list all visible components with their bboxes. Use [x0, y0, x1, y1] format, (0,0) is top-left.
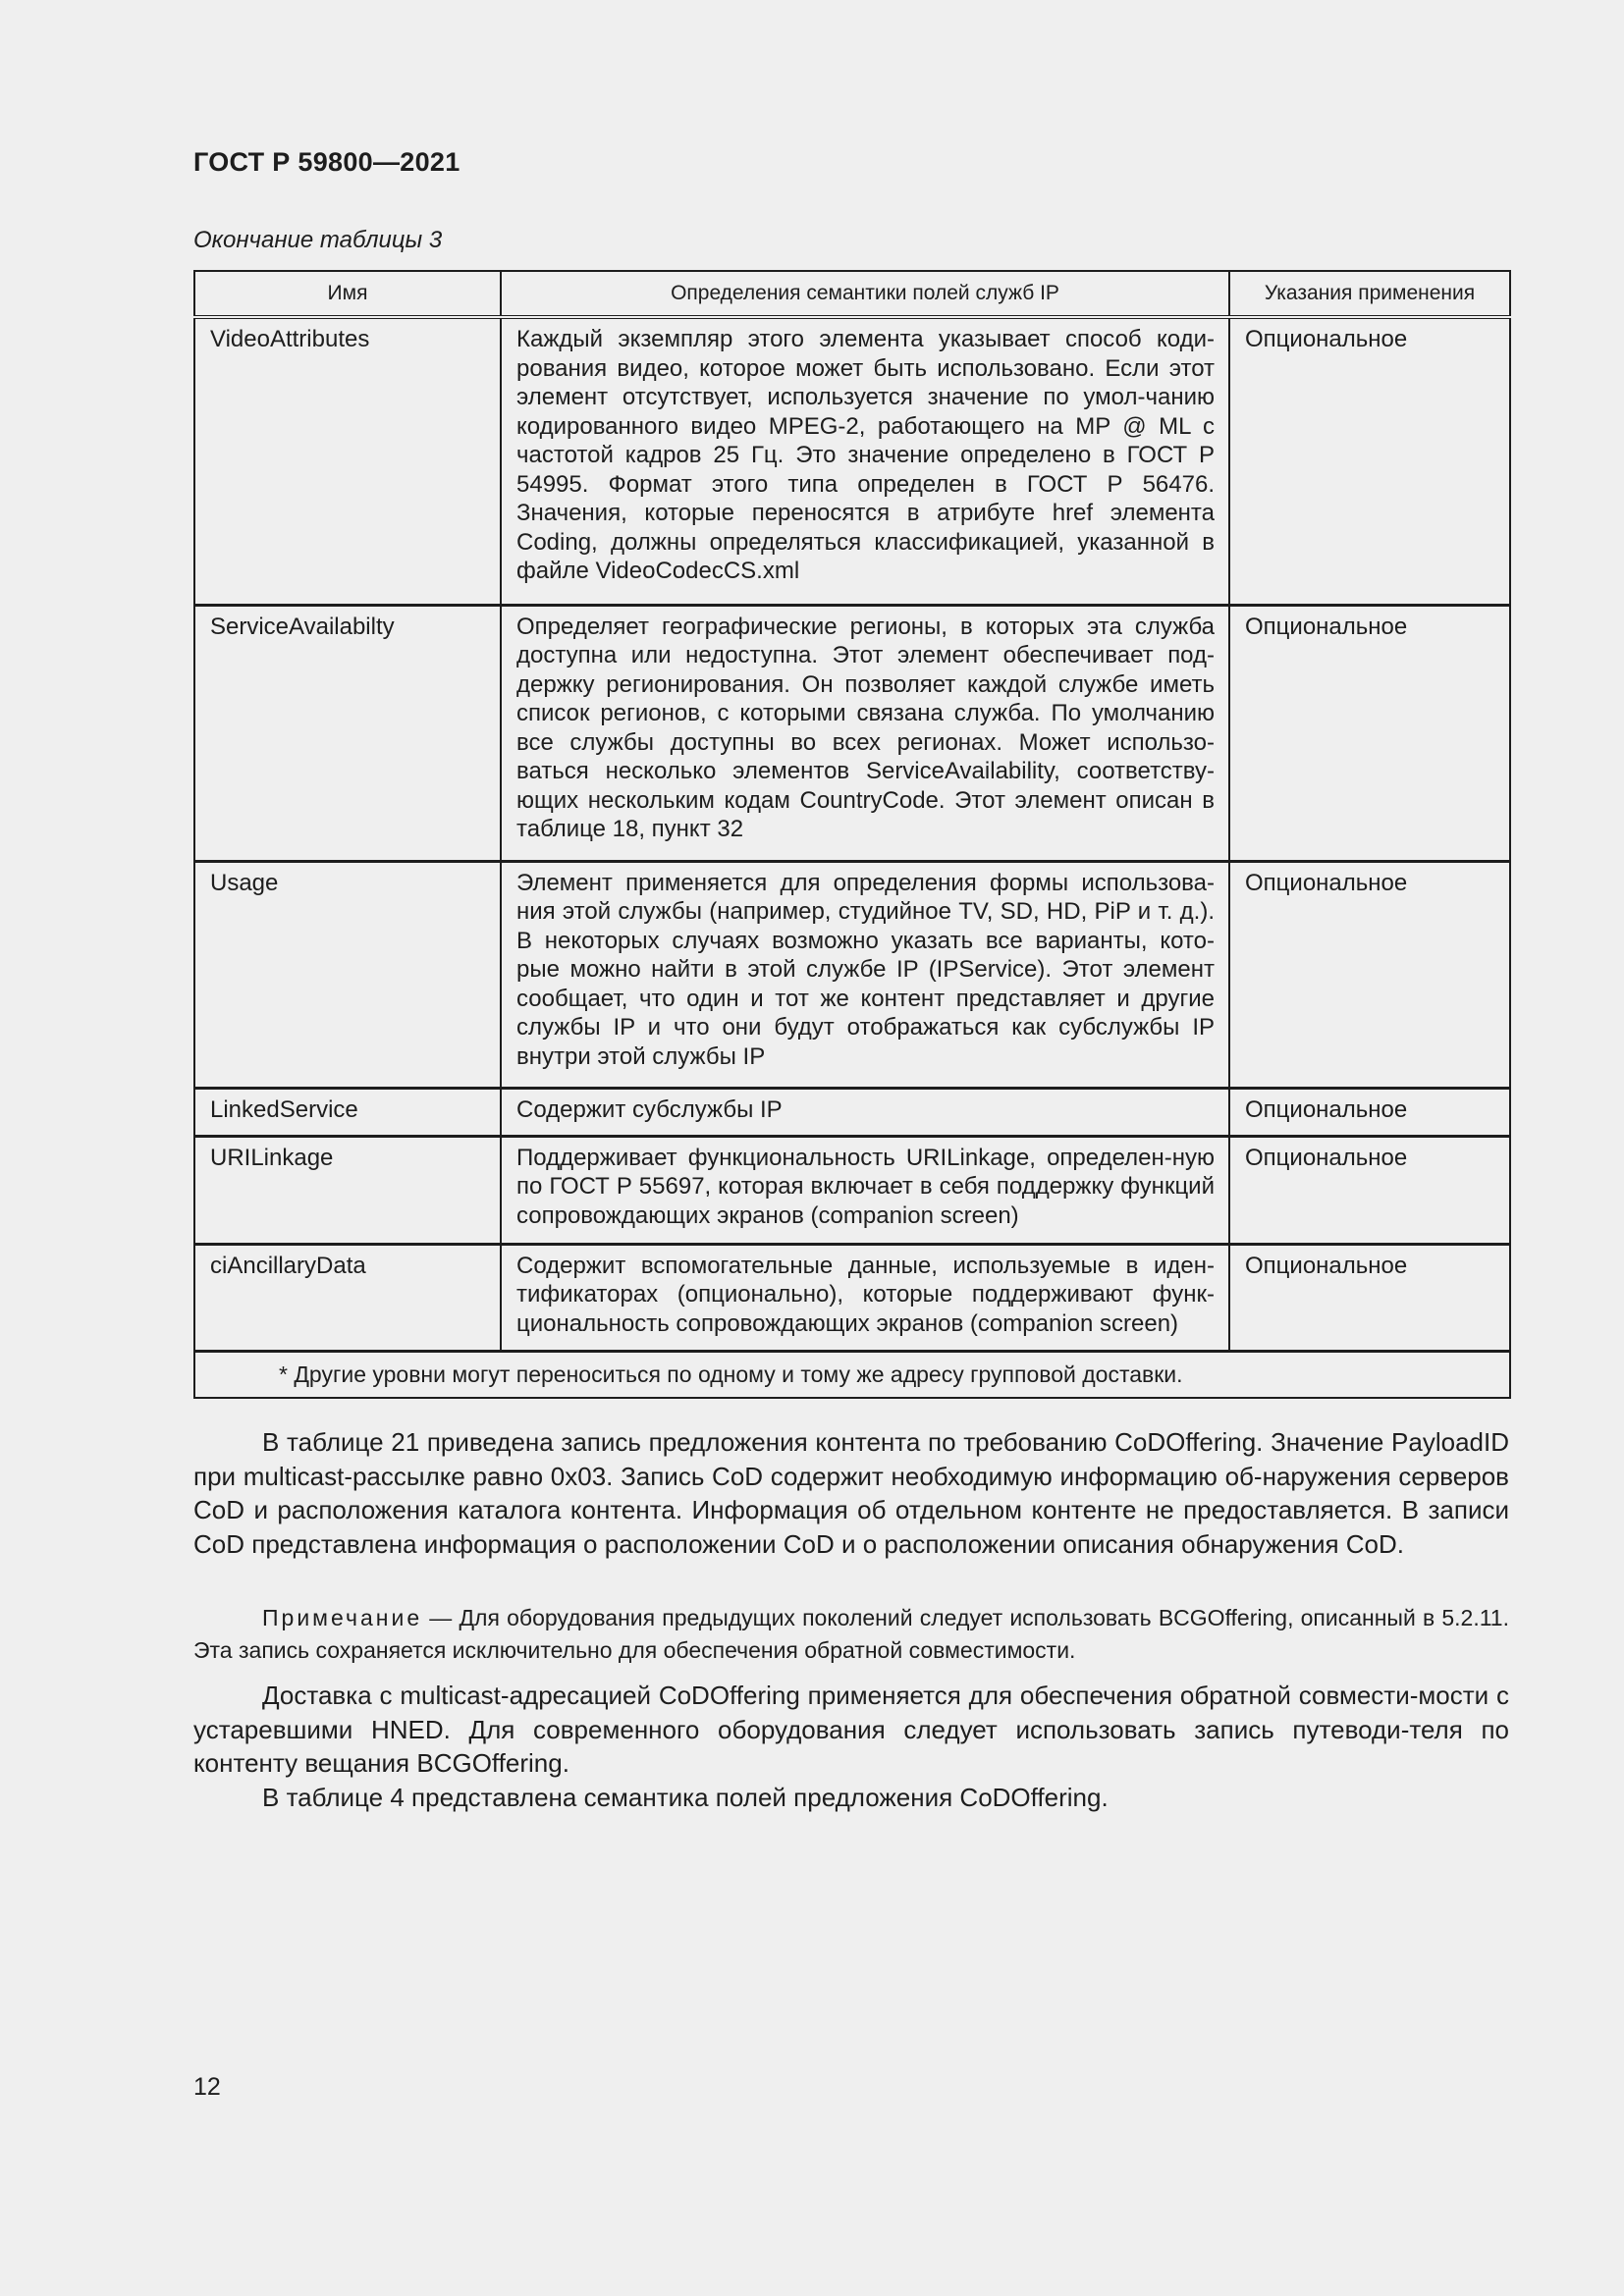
table-row [194, 1088, 1510, 1136]
row-name: VideoAttributes [194, 317, 501, 605]
column-header-name: Имя [194, 271, 501, 317]
note-text: — Для оборудования предыдущих поколений следует использовать BCGOffering, описанный в 5.2.11. Эта запись сохраняется исключительно для обеспечения обратной совместимости. [193, 1605, 1509, 1663]
row-name: ServiceAvailabilty [194, 605, 501, 861]
row-name: LinkedService [194, 1088, 501, 1136]
row-definition: Содержит субслужбы IP [501, 1088, 1229, 1136]
row-definition: Каждый экземпляр этого элемента указывает способ коди-рования видео, которое может быть использовано. Если этот элемент отсутствует, используется значение по умол-чанию кодированного видео MPEG-2, работающего на MP @ ML с частотой кадров 25 Гц. Это значение определено в ГОСТ Р 54995. Формат этого типа определен в ГОСТ Р 56476. Значения, которые переносятся в атрибуте href элемента Coding, должны определяться классификацией, указанной в файле VideoCodecCS.xml [501, 317, 1229, 605]
table-row [194, 861, 1510, 1088]
row-name: Usage [194, 861, 501, 1088]
row-usage: Опциональное [1229, 1244, 1510, 1351]
row-usage: Опциональное [1229, 605, 1510, 861]
note-label: Примечание [262, 1605, 423, 1630]
row-definition: Определяет географические регионы, в которых эта служба доступна или недоступна. Этот элемент обеспечивает под-держку регионирования. Он позволяет каждой службе иметь список регионов, с которыми связана служба. По умолчанию все службы доступны во всех регионах. Может использо-ваться несколько элементов ServiceAvailability, соответству-ющих нескольким кодам CountryCode. Этот элемент описан в таблице 18, пункт 32 [501, 605, 1229, 861]
fields-table [193, 270, 1511, 1399]
table-caption: Окончание таблицы 3 [193, 227, 443, 253]
row-definition: Элемент применяется для определения формы использова-ния этой службы (например, студийное TV, SD, HD, PiP и т. д.). В некоторых случаях возможно указать все варианты, кото-рые можно найти в этой службе IP (IPService). Этот элемент сообщает, что один и тот же контент представляет и другие службы IP и что они будут отображаться как субслужбы IP внутри этой службы IP [501, 861, 1229, 1088]
row-usage: Опциональное [1229, 861, 1510, 1088]
table-footnote-row [194, 1351, 1510, 1398]
row-usage: Опциональное [1229, 1136, 1510, 1244]
row-definition: Поддерживает функциональность URILinkage, определен-ную по ГОСТ Р 55697, которая включает в себя поддержку функций сопровождающих экранов (companion screen) [501, 1136, 1229, 1244]
table-row [194, 1136, 1510, 1244]
body-paragraph: В таблице 4 представлена семантика полей предложения CoDOffering. [262, 1783, 1109, 1812]
page-number: 12 [193, 2073, 221, 2101]
standard-header: ГОСТ Р 59800—2021 [193, 147, 460, 177]
note [193, 1602, 1509, 1667]
table-row [194, 317, 1510, 605]
table-row [194, 1244, 1510, 1351]
body-paragraph: В таблице 21 приведена запись предложения контента по требованию CoDOffering. Значение PayloadID при multicast-рассылке равно 0x03. Запись CoD содержит необходимую информацию об-наружения серверов CoD и расположения каталога контента. Информация об отдельном контенте не предоставляется. В записи CoD представлена информация о расположении CoD и о расположении описания обнаружения CoD. [193, 1427, 1509, 1559]
row-usage: Опциональное [1229, 1088, 1510, 1136]
table-footnote: * Другие уровни могут переноситься по одному и тому же адресу групповой доставки. [194, 1351, 1510, 1398]
row-usage: Опциональное [1229, 317, 1510, 605]
column-header-definition: Определения семантики полей служб IP [501, 271, 1229, 317]
row-name: URILinkage [194, 1136, 501, 1244]
table-row [194, 605, 1510, 861]
column-header-usage: Указания применения [1229, 271, 1510, 317]
row-name: ciAncillaryData [194, 1244, 501, 1351]
body-paragraph: Доставка с multicast-адресацией CoDOffering применяется для обеспечения обратной совмести-мости с устаревшими HNED. Для современного оборудования следует использовать запись путеводи-теля по контенту вещания BCGOffering. [193, 1681, 1509, 1778]
table-header-row [194, 271, 1510, 317]
row-definition: Содержит вспомогательные данные, используемые в иден-тификаторах (опционально), которые поддерживают функ-циональность сопровождающих экранов (companion screen) [501, 1244, 1229, 1351]
